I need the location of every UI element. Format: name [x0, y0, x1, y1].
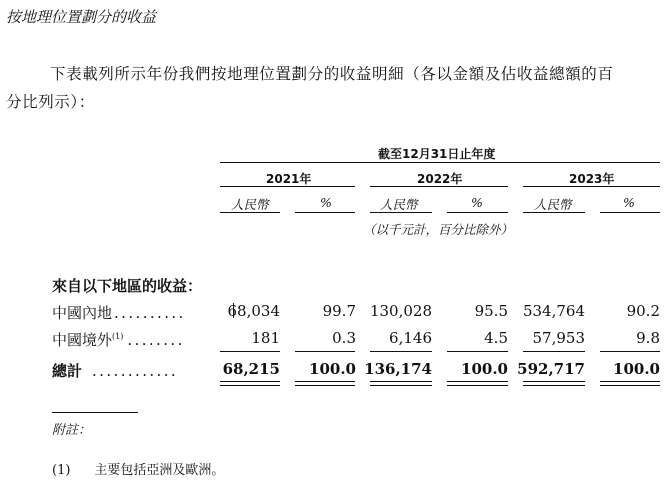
sub-rule [447, 212, 508, 213]
sub-rule [370, 212, 432, 213]
total-double-rule [220, 381, 280, 386]
total-value: 100.0 [461, 360, 508, 378]
year-header-2023: 2023年 [569, 172, 615, 186]
row-label-overseas: 中國境外$^{(1)}$ ........ [52, 331, 185, 349]
footnote-separator [52, 412, 138, 413]
total-double-rule [370, 381, 432, 386]
total-double-rule [523, 381, 585, 386]
intro-paragraph-line-1: 下表載列所示年份我們按地理位置劃分的收益明細（各以金額及佔收益總額的百 [50, 65, 614, 83]
sub-rule [295, 212, 355, 213]
cell-value: 90.2 [626, 302, 660, 320]
intro-paragraph-line-2: 分比列示）： [6, 93, 95, 111]
section-title: 按地理位置劃分的收益 [6, 8, 157, 26]
row-label-mainland: 中國內地 .......... [52, 304, 186, 322]
footnote-heading: 附註： [52, 423, 92, 438]
section-label: 來自以下地區的收益： [52, 277, 203, 295]
sub-rule [600, 212, 660, 213]
total-double-rule [600, 381, 660, 386]
cell-value: 181 [251, 329, 280, 347]
subtotal-rule [220, 351, 280, 352]
subtotal-rule [370, 351, 432, 352]
row-label-total: 總計 ............ [52, 362, 179, 380]
total-value: 100.0 [309, 360, 356, 378]
period-header: 截至12月31日止年度 [378, 147, 496, 161]
total-value: 68,215 [222, 360, 280, 378]
cell-value: 99.7 [322, 302, 356, 320]
cursor-mark [233, 303, 234, 318]
unit-note: （以千元計，百分比除外） [363, 222, 514, 237]
period-header-rule [220, 162, 660, 163]
cell-value: 0.3 [332, 329, 356, 347]
subtotal-rule [447, 351, 508, 352]
total-value: 136,174 [364, 360, 432, 378]
col-rmb-2021: 人民幣 [231, 197, 269, 212]
col-rmb-2022: 人民幣 [380, 197, 418, 212]
cell-value: 9.8 [636, 329, 660, 347]
sub-rule [220, 212, 280, 213]
total-double-rule [447, 381, 508, 386]
cell-value: 68,034 [227, 302, 280, 320]
col-rmb-2023: 人民幣 [534, 197, 572, 212]
cell-value: 57,953 [532, 329, 585, 347]
cell-value: 6,146 [389, 329, 432, 347]
year-header-2022: 2022年 [417, 172, 463, 186]
col-pct-2022: % [471, 195, 483, 210]
col-pct-2021: % [320, 195, 332, 210]
total-double-rule [295, 381, 355, 386]
subtotal-rule [523, 351, 585, 352]
year-rule-2023 [523, 186, 660, 187]
footnote-item: (1) 主要包括亞洲及歐洲。 [52, 463, 225, 478]
year-rule-2021 [220, 186, 355, 187]
col-pct-2023: % [623, 195, 635, 210]
cell-value: 130,028 [369, 302, 432, 320]
year-header-2021: 2021年 [266, 172, 312, 186]
total-value: 100.0 [613, 360, 660, 378]
cell-value: 95.5 [474, 302, 508, 320]
cell-value: 534,764 [522, 302, 585, 320]
subtotal-rule [600, 351, 660, 352]
year-rule-2022 [370, 186, 508, 187]
total-value: 592,717 [517, 360, 585, 378]
cell-value: 4.5 [484, 329, 508, 347]
sub-rule [523, 212, 585, 213]
subtotal-rule [295, 351, 355, 352]
